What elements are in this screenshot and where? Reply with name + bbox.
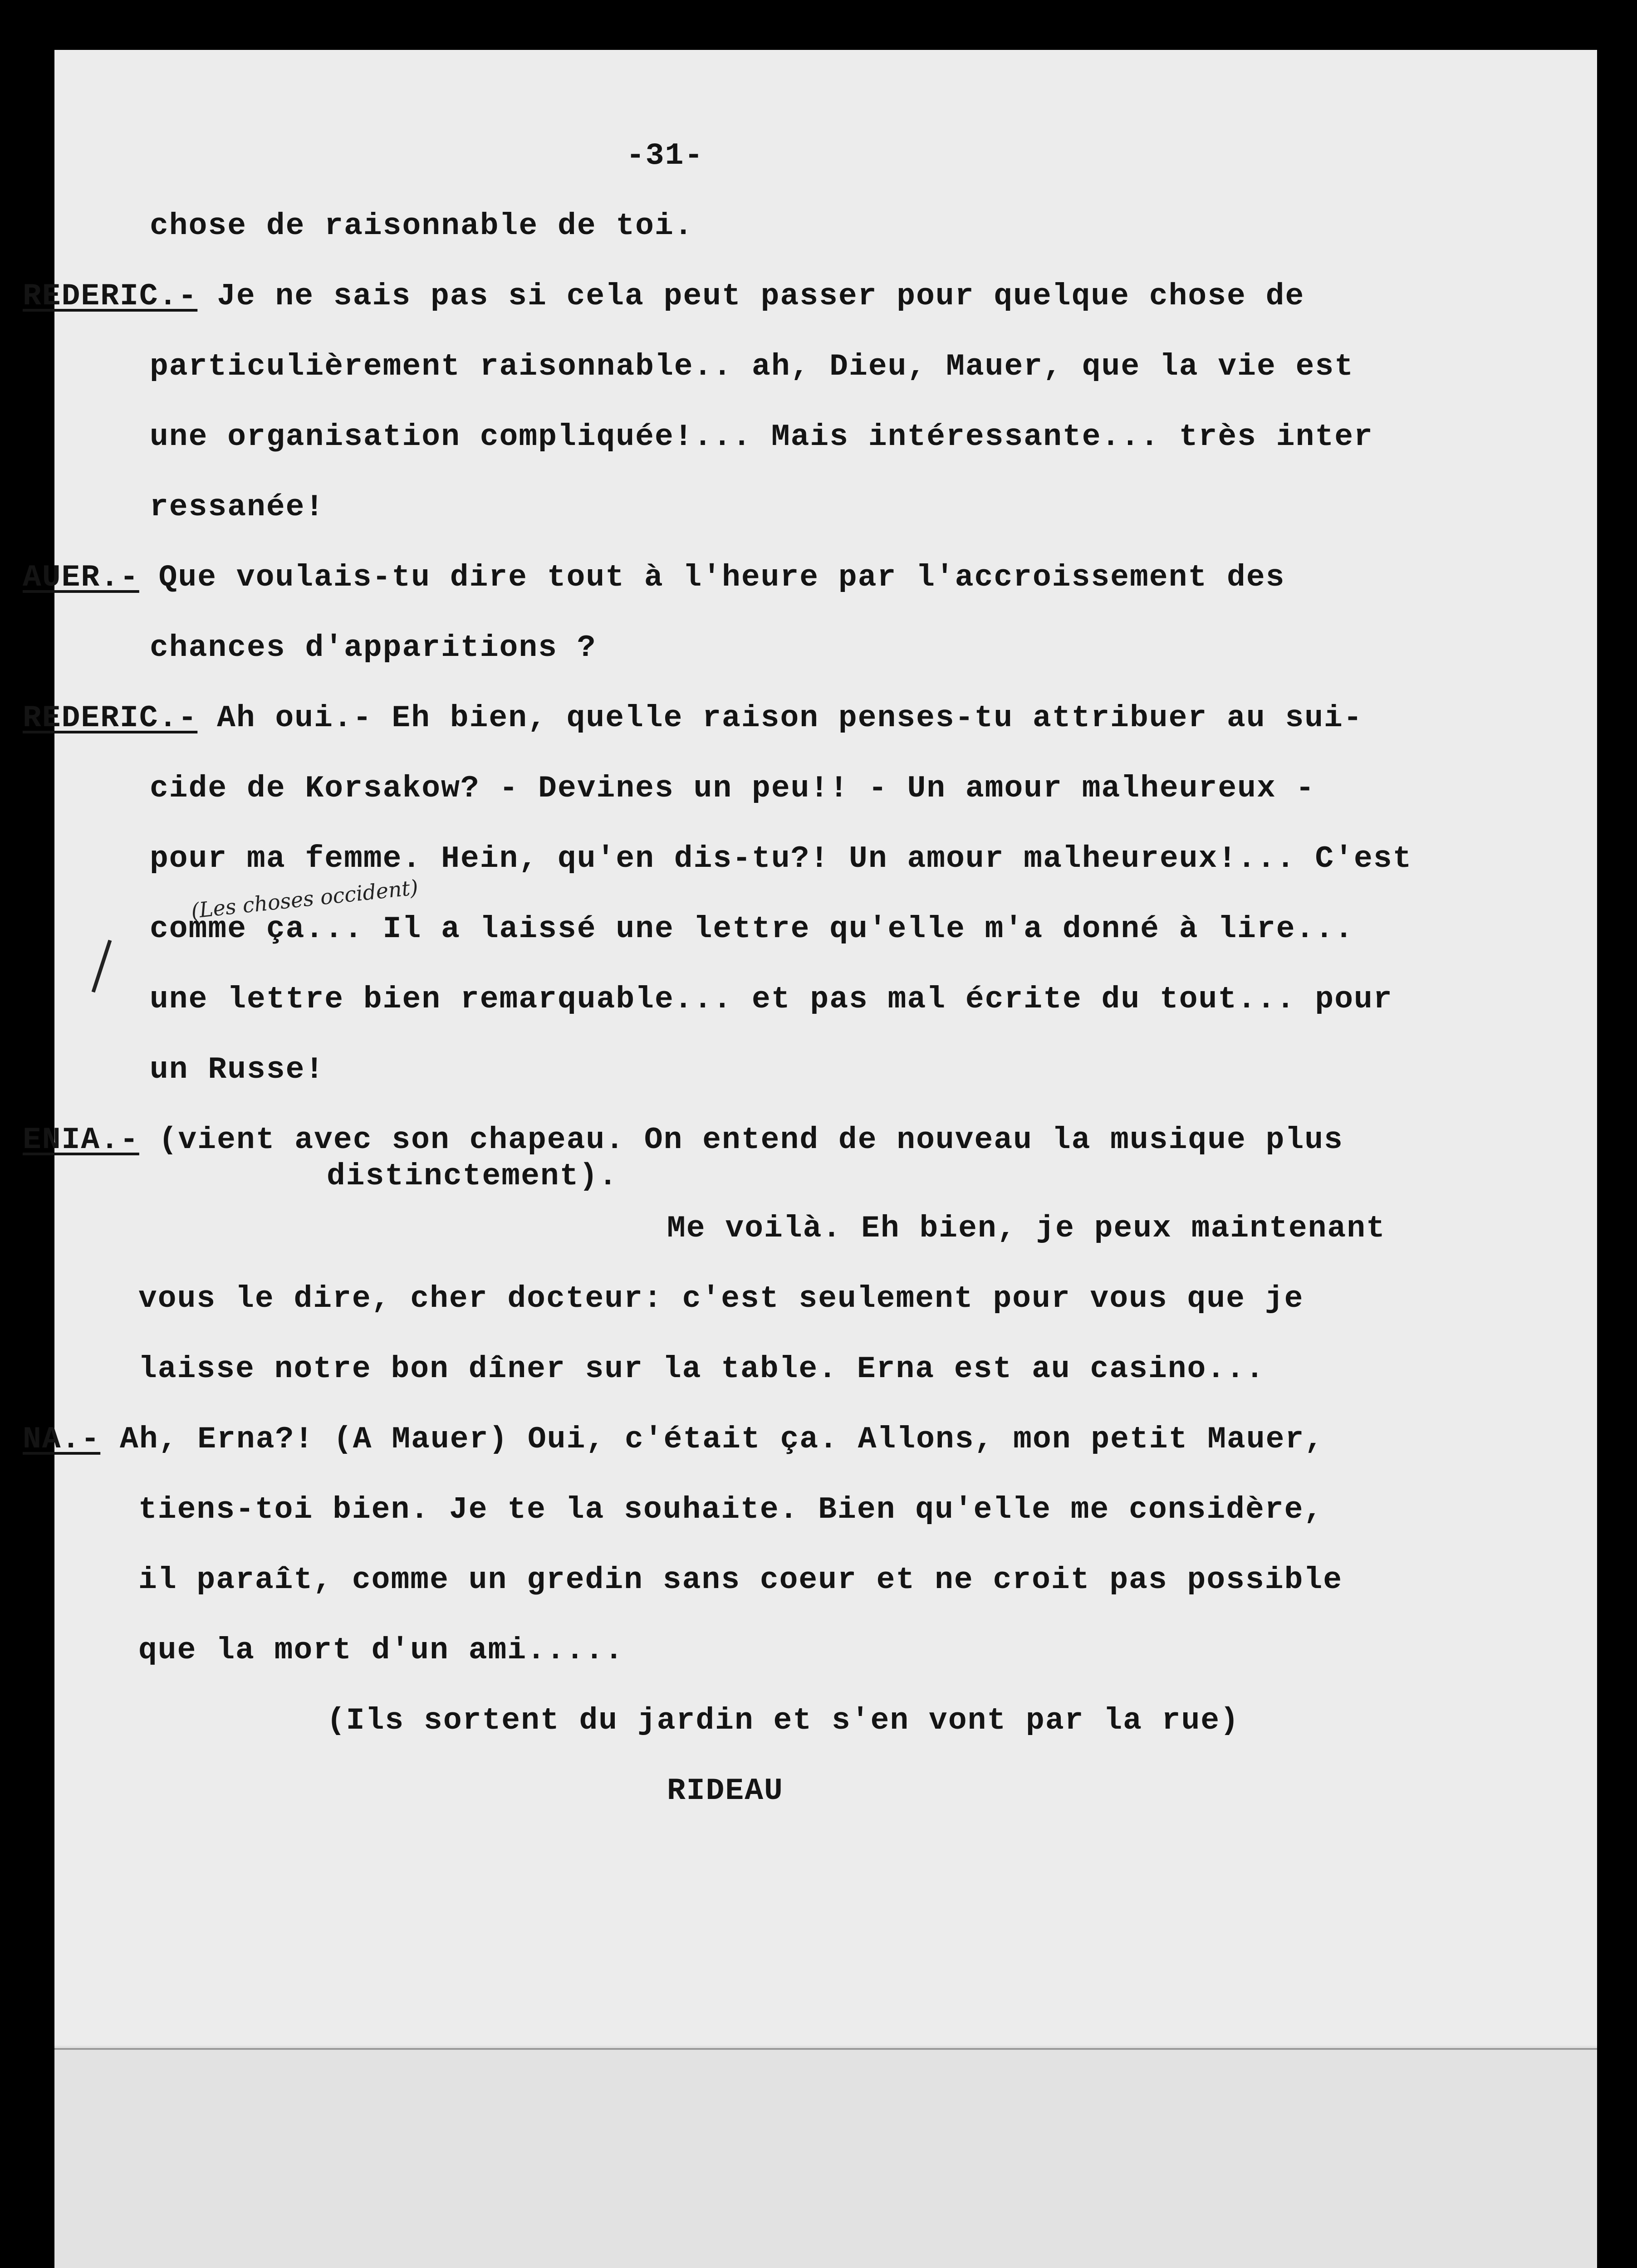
speaker-frederic: REDERIC.- [23, 279, 198, 314]
dialogue-line [23, 701, 1363, 736]
text-line: une lettre bien remarquable... et pas mal écrite du tout... pour [150, 982, 1393, 1017]
handwritten-note: (Les choses occident) [190, 875, 420, 924]
speaker-mauer: AUER.- [23, 560, 139, 595]
line-text: (vient avec son chapeau. On entend de nouveau la musique plus [158, 1123, 1343, 1158]
text-line: comme ça... Il a laissé une lettre qu'elle m'a donné à lire... [150, 912, 1354, 947]
speaker-frederic: REDERIC.- [23, 701, 198, 736]
text-line: cide de Korsakow? - Devines un peu!! - Un amour malheureux - [150, 771, 1315, 806]
stage-direction: distinctement). [327, 1159, 618, 1194]
margin-mark [92, 940, 112, 993]
dialogue-line [23, 1422, 1324, 1457]
dialogue-line [23, 560, 1285, 595]
stage-direction: (Ils sortent du jardin et s'en vont par la rue) [327, 1703, 1240, 1738]
text-line: chose de raisonnable de toi. [150, 209, 694, 244]
speaker-erna: NA.- [23, 1422, 101, 1457]
line-text: Ah oui.- Eh bien, quelle raison penses-tu attribuer au sui- [217, 701, 1363, 736]
text-line: laisse notre bon dîner sur la table. Erna est au casino... [138, 1352, 1265, 1387]
text-line: il paraît, comme un gredin sans coeur et ne croit pas possible [138, 1563, 1343, 1598]
curtain-label: RIDEAU [667, 1774, 784, 1809]
text-line: chances d'apparitions ? [150, 631, 597, 665]
speaker-genia: ENIA.- [23, 1123, 139, 1158]
text-line: particulièrement raisonnable.. ah, Dieu, Mauer, que la vie est [150, 349, 1354, 384]
line-text: Que voulais-tu dire tout à l'heure par l'accroissement des [158, 560, 1285, 595]
dialogue-line [23, 279, 1304, 314]
text-line: Me voilà. Eh bien, je peux maintenant [667, 1211, 1386, 1246]
text-line: ressanée! [150, 490, 325, 525]
text-line: tiens-toi bien. Je te la souhaite. Bien qu'elle me considère, [138, 1492, 1323, 1527]
line-text: Ah, Erna?! (A Mauer) Oui, c'était ça. Allons, mon petit Mauer, [120, 1422, 1324, 1457]
page-number: -31- [626, 138, 704, 173]
text-line: que la mort d'un ami..... [138, 1633, 624, 1668]
text-line: pour ma femme. Hein, qu'en dis-tu?! Un amour malheureux!... C'est [150, 841, 1412, 876]
text-line: vous le dire, cher docteur: c'est seulement pour vous que je [138, 1281, 1304, 1316]
document-page [23, 50, 1597, 2268]
line-text: Je ne sais pas si cela peut passer pour quelque chose de [217, 279, 1305, 314]
text-line: un Russe! [150, 1052, 325, 1087]
text-line: une organisation compliquée!... Mais intéressante... très inter [150, 420, 1373, 455]
dialogue-line [23, 1123, 1343, 1158]
page-divider [54, 2048, 1597, 2050]
